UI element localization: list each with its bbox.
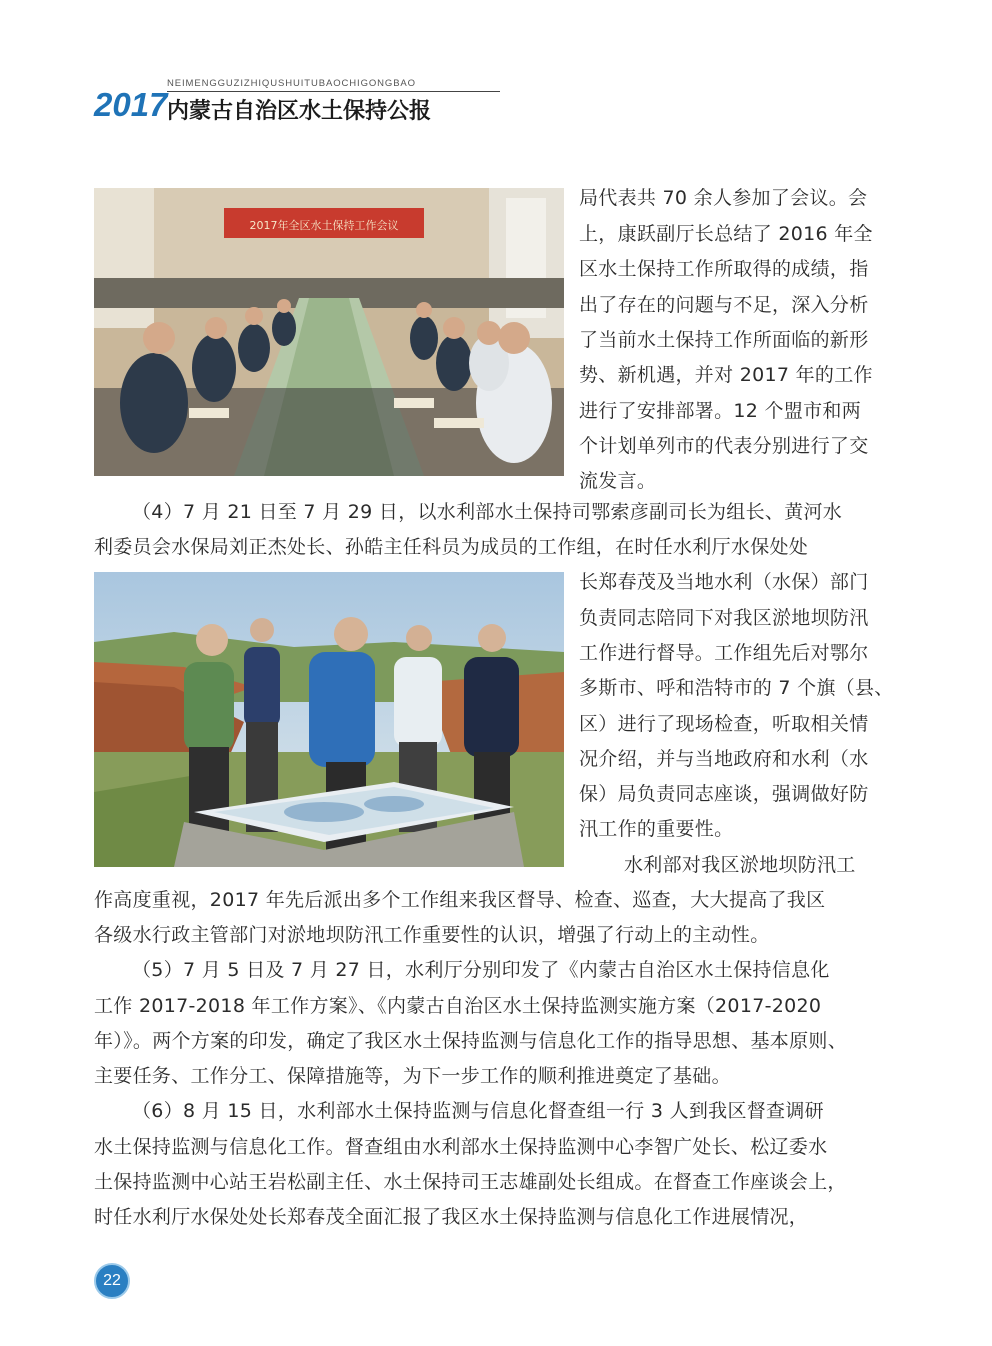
text-line: 区水土保持工作所取得的成绩，指 [579,258,869,280]
text-line: 个计划单列市的代表分别进行了交 [579,435,869,457]
header-pinyin: NEIMENGGUZIZHIQUSHUITUBAOCHIGONGBAO [167,78,416,89]
text-line: 保）局负责同志座谈，强调做好防 [579,783,869,805]
text-line: 利委员会水保局刘正杰处长、孙皓主任科员为成员的工作组，在时任水利厅水保处处 [94,536,809,558]
text-line: 区）进行了现场检查，听取相关情 [579,713,869,735]
text-line: 主要任务、工作分工、保障措施等，为下一步工作的顺利推进奠定了基础。 [94,1065,731,1087]
page-number: 22 [94,1263,130,1299]
text-line: 土保持监测中心站王岩松副主任、水土保持司王志雄副处长组成。在督查工作座谈会上， [94,1171,847,1193]
meeting-photo [94,188,564,476]
text-line: （6）8 月 15 日，水利部水土保持监测与信息化督查组一行 3 人到我区督查调研 [132,1100,824,1122]
text-line: 作高度重视，2017 年先后派出多个工作组来我区督导、检查、巡查，大大提高了我区 [94,889,826,911]
inspection-photo [94,572,564,867]
header-year: 2017 [94,86,168,123]
meeting-banner-text: 2017年全区水土保持工作会议 [249,219,399,232]
text-line: 长郑春茂及当地水利（水保）部门 [579,571,869,593]
text-line: 势、新机遇，并对 2017 年的工作 [579,364,873,386]
text-line: 局代表共 70 余人参加了会议。会 [579,187,868,209]
text-line: 汛工作的重要性。 [579,818,734,840]
text-line: 时任水利厅水保处处长郑春茂全面汇报了我区水土保持监测与信息化工作进展情况， [94,1206,809,1228]
text-line: 了当前水土保持工作所面临的新形 [579,329,869,351]
text-line: 况介绍，并与当地政府和水利（水 [579,748,869,770]
text-line: （5）7 月 5 日及 7 月 27 日，水利厅分别印发了《内蒙古自治区水土保持信息化 [132,959,830,981]
text-line: 进行了安排部署。12 个盟市和两 [579,400,862,422]
text-line: 工作进行督导。工作组先后对鄂尔 [579,642,869,664]
text-line: 年）》。两个方案的印发，确定了我区水土保持监测与信息化工作的指导思想、基本原则、 [94,1030,848,1052]
text-line: 多斯市、呼和浩特市的 7 个旗（县、 [579,677,894,699]
text-line: （4）7 月 21 日至 7 月 29 日，以水利部水土保持司鄂索彦副司长为组长、黄河水 [132,501,843,523]
text-line: 工作 2017-2018 年工作方案》、《内蒙古自治区水土保持监测实施方案（2017-2020 [94,995,822,1017]
text-line: 水土保持监测与信息化工作。督查组由水利部水土保持监测中心李智广处长、松辽委水 [94,1136,828,1158]
text-line: 各级水行政主管部门对淤地坝防汛工作重要性的认识，增强了行动上的主动性。 [94,924,770,946]
text-line: 上，康跃副厅长总结了 2016 年全 [579,223,873,245]
header-title: 内蒙古自治区水土保持公报 [167,99,432,124]
header-rule [167,91,500,92]
text-line: 出了存在的问题与不足，深入分析 [579,294,869,316]
publication-header [94,76,514,136]
text-line: 流发言。 [579,470,657,492]
text-line: 负责同志陪同下对我区淤地坝防汛 [579,607,869,629]
text-line: 水利部对我区淤地坝防汛工 [624,854,856,876]
